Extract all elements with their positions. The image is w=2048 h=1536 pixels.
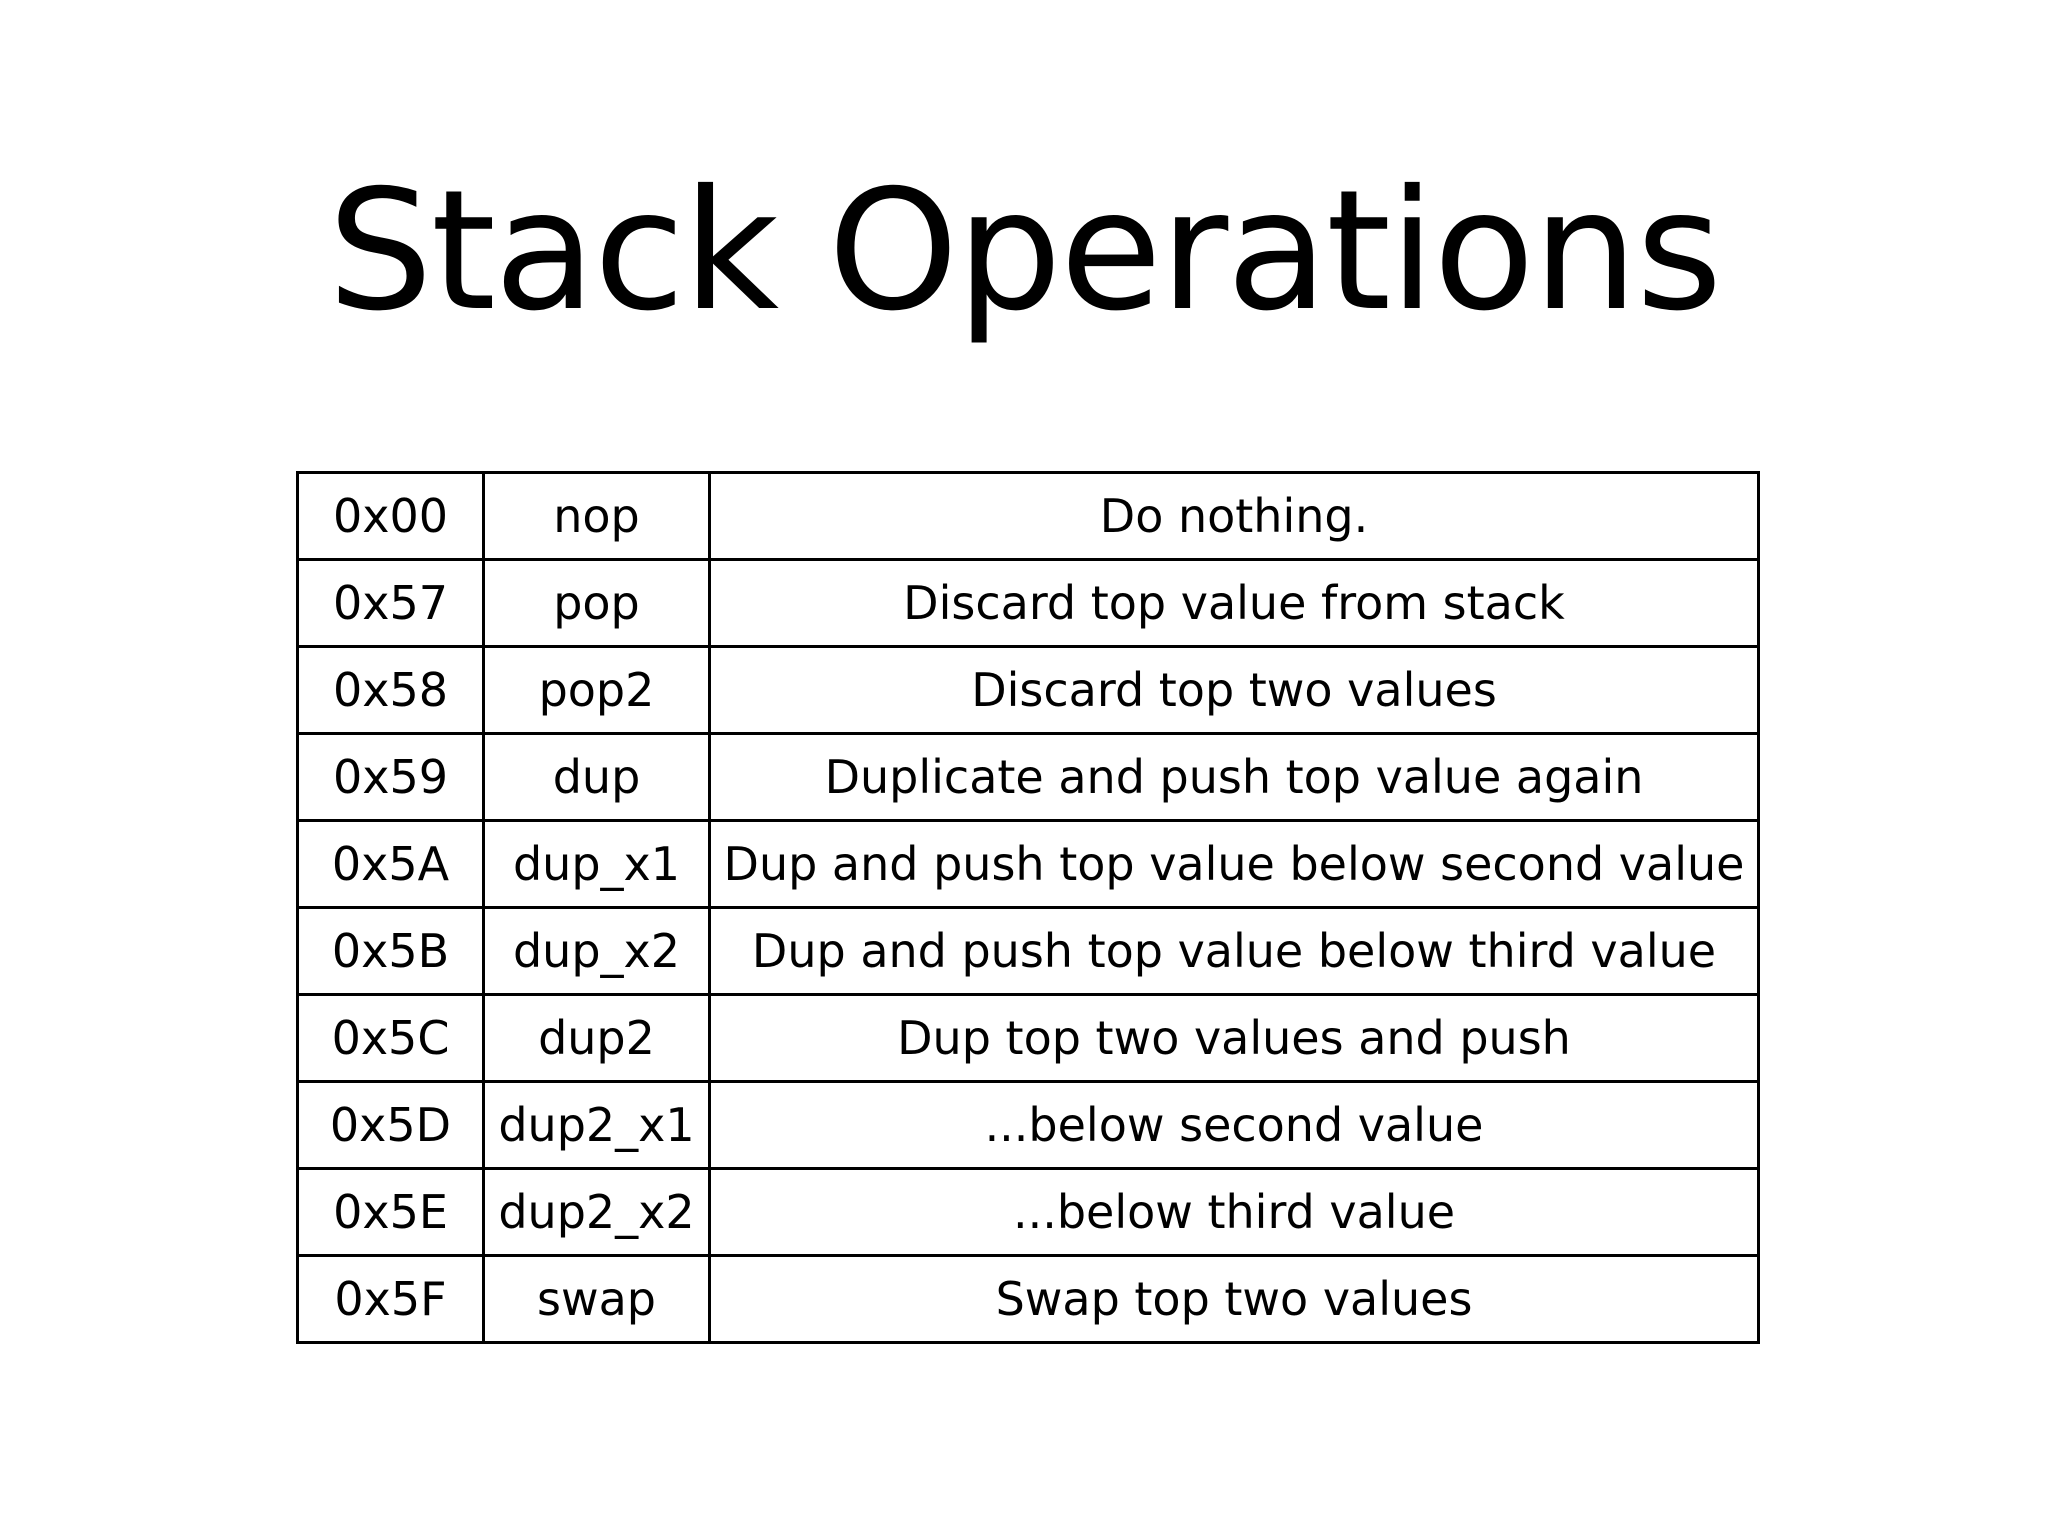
mnemonic-cell: dup_x1 <box>484 821 710 908</box>
opcode-cell: 0x5A <box>298 821 484 908</box>
mnemonic-cell: swap <box>484 1256 710 1343</box>
description-cell: Dup top two values and push <box>710 995 1759 1082</box>
mnemonic-cell: dup <box>484 734 710 821</box>
opcode-cell: 0x5C <box>298 995 484 1082</box>
opcode-cell: 0x59 <box>298 734 484 821</box>
opcode-cell: 0x57 <box>298 560 484 647</box>
mnemonic-cell: dup2_x1 <box>484 1082 710 1169</box>
table-row <box>298 1256 1759 1343</box>
opcode-cell: 0x5B <box>298 908 484 995</box>
mnemonic-cell: dup2_x2 <box>484 1169 710 1256</box>
description-cell: Discard top two values <box>710 647 1759 734</box>
description-cell: ...below second value <box>710 1082 1759 1169</box>
mnemonic-cell: pop <box>484 560 710 647</box>
description-cell: ...below third value <box>710 1169 1759 1256</box>
opcode-cell: 0x5D <box>298 1082 484 1169</box>
table-row <box>298 821 1759 908</box>
table-row <box>298 560 1759 647</box>
mnemonic-cell: pop2 <box>484 647 710 734</box>
mnemonic-cell: dup_x2 <box>484 908 710 995</box>
slide-title: Stack Operations <box>327 155 1721 348</box>
table-row <box>298 995 1759 1082</box>
description-cell: Dup and push top value below second value <box>710 821 1759 908</box>
table-row <box>298 647 1759 734</box>
table-row <box>298 908 1759 995</box>
description-cell: Duplicate and push top value again <box>710 734 1759 821</box>
description-cell: Swap top two values <box>710 1256 1759 1343</box>
mnemonic-cell: dup2 <box>484 995 710 1082</box>
table-row <box>298 734 1759 821</box>
opcode-cell: 0x5E <box>298 1169 484 1256</box>
opcode-cell: 0x00 <box>298 473 484 560</box>
opcode-cell: 0x5F <box>298 1256 484 1343</box>
mnemonic-cell: nop <box>484 473 710 560</box>
description-cell: Discard top value from stack <box>710 560 1759 647</box>
opcode-table <box>296 471 1760 1344</box>
opcode-cell: 0x58 <box>298 647 484 734</box>
table-row <box>298 1082 1759 1169</box>
table-row <box>298 1169 1759 1256</box>
description-cell: Dup and push top value below third value <box>710 908 1759 995</box>
table-row <box>298 473 1759 560</box>
description-cell: Do nothing. <box>710 473 1759 560</box>
